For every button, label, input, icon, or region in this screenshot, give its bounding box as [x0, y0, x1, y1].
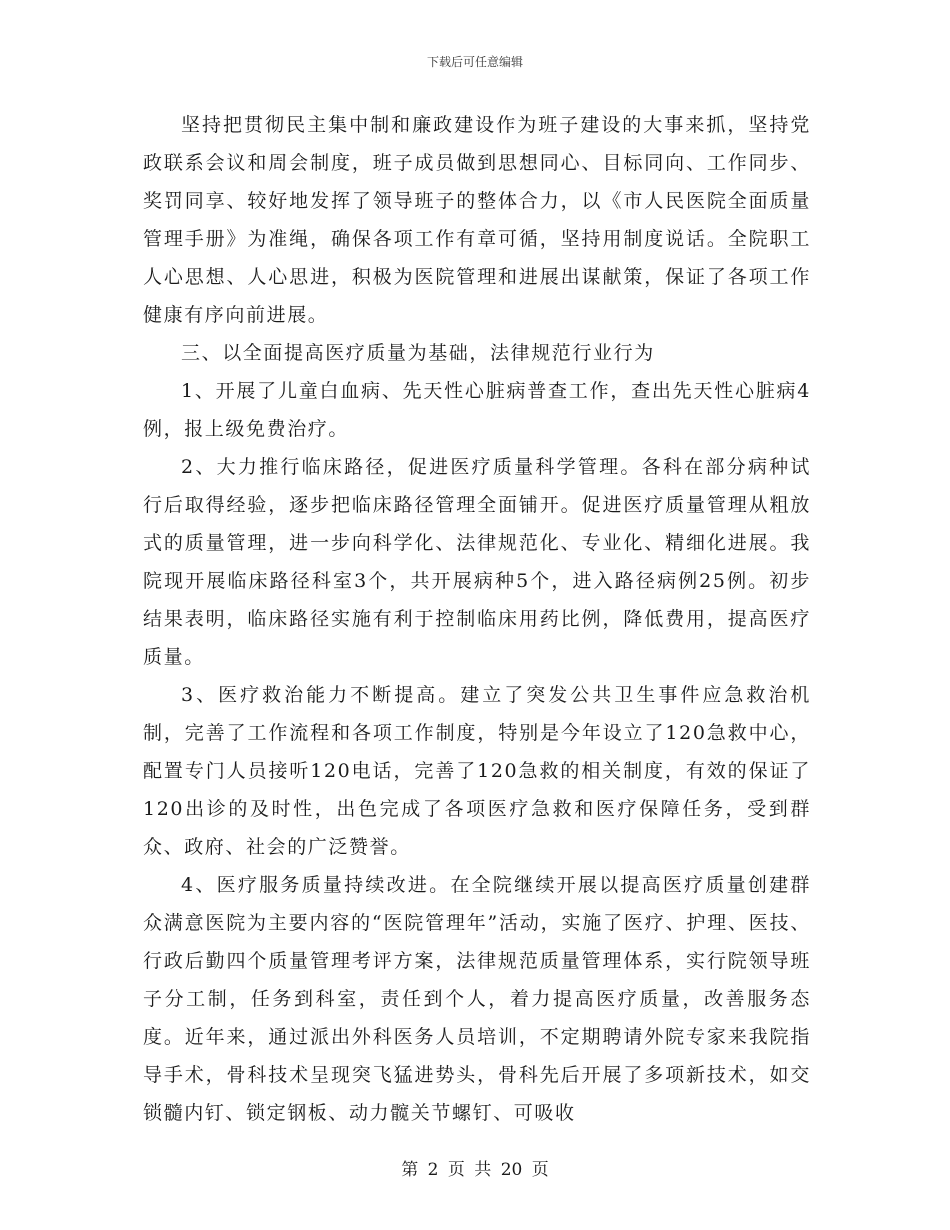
- footer-total-pages: 20: [500, 1160, 523, 1180]
- section-heading-3: 三、以全面提高医疗质量为基础，法律规范行业行为: [181, 342, 655, 364]
- document-body: [143, 106, 811, 1132]
- paragraph-item-2: 2、大力推行临床路径，促进医疗质量科学管理。各科在部分病种试行后取得经验，逐步把临床路径管理全面铺开。促进医疗质量管理从粗放式的质量管理，进一步向科学化、法律规范化、专业化、精细化进展。我院现开展临床路径科室3个，共开展病种5个，进入路径病例25例。初步结果表明，临床路径实施有利于控制临床用药比例，降低费用，提高医疗质量。: [143, 456, 811, 668]
- page-footer: [0, 1155, 950, 1180]
- paragraph-item-1: 1、开展了儿童白血病、先天性心脏病普查工作，查出先天性心脏病4例，报上级免费治疗。: [143, 380, 811, 440]
- footer-middle: 页 共: [447, 1160, 492, 1180]
- paragraph-item-4: 4、医疗服务质量持续改进。在全院继续开展以提高医疗质量创建群众满意医院为主要内容的“医院管理年”活动，实施了医疗、护理、医技、行政后勤四个质量管理考评方案，法律规范质量管理体系，实行院领导班子分工制，任务到科室，责任到个人，着力提高医疗质量，改善服务态度。近年来，通过派出外科医务人员培训，不定期聘请外院专家来我院指导手术，骨科技术呈现突飞猛进势头，骨科先后开展了多项新技术，如交锁髓内钉、锁定钢板、动力髋关节螺钉、可吸收: [143, 874, 811, 1124]
- footer-suffix: 页: [531, 1160, 549, 1180]
- paragraph-item-3: 3、医疗救治能力不断提高。建立了突发公共卫生事件应急救治机制，完善了工作流程和各项工作制度，特别是今年设立了120急救中心，配置专门人员接听120电话，完善了120急救的相关制度，有效的保证了120出诊的及时性，出色完成了各项医疗急救和医疗保障任务，受到群众、政府、社会的广泛赞誉。: [143, 684, 811, 858]
- footer-prefix: 第: [401, 1160, 419, 1180]
- paragraph-leadership: 坚持把贯彻民主集中制和廉政建设作为班子建设的大事来抓，坚持党政联系会议和周会制度，班子成员做到思想同心、目标同向、工作同步、奖罚同享、较好地发挥了领导班子的整体合力，以《市人民医院全面质量管理手册》为准绳，确保各项工作有章可循，坚持用制度说话。全院职工人心思想、人心思进，积极为医院管理和进展出谋献策，保证了各项工作健康有序向前进展。: [143, 114, 811, 326]
- page-header: 下载后可任意编辑: [426, 55, 523, 69]
- footer-page-number: 2: [427, 1160, 439, 1180]
